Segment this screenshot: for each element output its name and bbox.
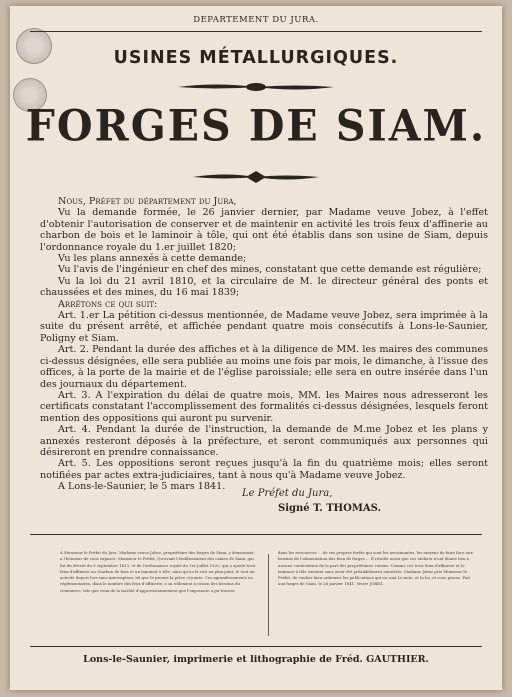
petition-top-rule xyxy=(30,534,482,535)
paragraph-avis: Vu l'avis de l'ingénieur en chef des mines, constatant que cette demande est régulière; xyxy=(58,264,482,276)
ornament-bottom xyxy=(191,170,321,184)
main-title: FORGES DE SIAM. xyxy=(25,100,487,152)
article-5: Art. 5. Les oppositions seront reçues jusqu'à la fin du quatrième mois; elles seront notifiées par actes extra-judiciaires, tant à nous qu'à Madame veuve Jobez. xyxy=(40,458,488,481)
article-4: Art. 4. Pendant la durée de l'instruction, la demande de M.me Jobez et les plans y annexés resteront déposés à la préfecture, et seront communiqués aux personnes qui désireront en prendre connaissance. xyxy=(40,424,488,458)
article-1: Art. 1.er La pétition ci-dessus mentionnée, de Madame veuve Jobez, sera imprimée à la suite du présent arrêté, et affichée pendant quatre mois consécutifs à Lons-le-Saunier, Poligny et Siam. xyxy=(40,310,488,344)
date-place: A Lons-le-Saunier, le 5 mars 1841. xyxy=(58,481,226,493)
top-rule xyxy=(30,31,482,32)
paragraph-loi: Vu la loi du 21 avril 1810, et la circulaire de M. le directeur général des ponts et chaussées et des mines, du 16 mai 1839; xyxy=(40,275,488,299)
paragraph-demande: Vu la demande formée, le 26 janvier dernier, par Madame veuve Jobez, à l'effet d'obtenir l'autorisation de conserver et de maintenir en activité les trois feux d'affinerie au charbon de bois et le laminoir à tôle, qui ont été établis dans son usine de Siam, depuis l'ordonnance royale du 1.er juillet 1820; xyxy=(40,207,488,253)
article-2: Art. 2. Pendant la durée des affiches et à la diligence de MM. les maires des communes ci-dessus désignées, elle sera publiée au moins une fois par mois, le dimanche, à l'issue des offices, à la porte de la mairie et de l'église paroissiale; elle sera en outre insérée dans l'un des journaux du département. xyxy=(40,344,488,390)
article-3: Art. 3. A l'expiration du délai de quatre mois, MM. les Maires nous adresseront les certificats constatant l'accomplissement des formalités ci-dessus désignées, lesquels feront mention des oppositions qui auront pu survenir. xyxy=(40,389,488,424)
department-heading: DEPARTEMENT DU JURA. xyxy=(193,15,319,25)
decree-text xyxy=(40,196,488,493)
ornament-top xyxy=(176,81,336,93)
poster-sheet xyxy=(10,6,502,690)
subtitle: USINES MÉTALLURGIQUES. xyxy=(113,48,399,68)
column-divider xyxy=(268,554,269,636)
footer-rule xyxy=(30,646,482,647)
paragraph-plans: Vu les plans annexés à cette demande; xyxy=(58,253,247,265)
paragraph-arretons: Arrêtons ce qui suit: xyxy=(58,298,158,310)
signature-title: Le Préfet du Jura, xyxy=(242,488,333,499)
petition-right-column: dans les ressources ... de ses propres forêts qui sont les avoisinantes, les moyens de faire face aux besoins de l'alimentation des feux de forges ... Il résulte aussi que ces ateliers n'ont donné lieu à aucune contestation de la part des propriétaires voisins. Comme ces trois feux d'affinerie et le laminoir à tôle existent sans avoir été préalablement autorisés, Madame Jobez prie Monsieur le Préfet, de vouloir bien ordonner les publications qui en sont la suite, et la loi, et vous prions. Fait aux forges de Siam, le 26 janvier 1841. Veuve JOBEZ. xyxy=(278,550,473,587)
signature-name: Signé T. THOMAS. xyxy=(278,503,382,514)
printer-line: Lons-le-Saunier, imprimerie et lithographie de Fréd. GAUTHIER. xyxy=(83,654,429,665)
petition-left-column: A Monsieur le Préfet du Jura. Madame veuve Jobez, propriétaire des forges de Siam, y demeurant, a l'honneur de vous exposer: Monsieur le Préfet, Qu'avant l'établissement des usines de Siam, qui fut du décret du 5 septembre 1813, et de l'ordonnance royale du 1er juillet 1820, qui a ajouté trois feux d'affinerie au charbon de bois et un laminoir à tôle, ainsi qu'on le voit au plan joint; le tout en activité depuis lors sans interruption, tel que le prouve la pièce ci-jointe. Ces agrandissements ne réglementaires, dans le nombre des feux d'affinerie, a su tellement à raison des besoins du commerce, tels que ceux de la facilité d'approvisionnement que l'exposante a pu trouver xyxy=(60,550,256,593)
preamble: Nous, Préfet du département du Jura, xyxy=(58,196,237,207)
